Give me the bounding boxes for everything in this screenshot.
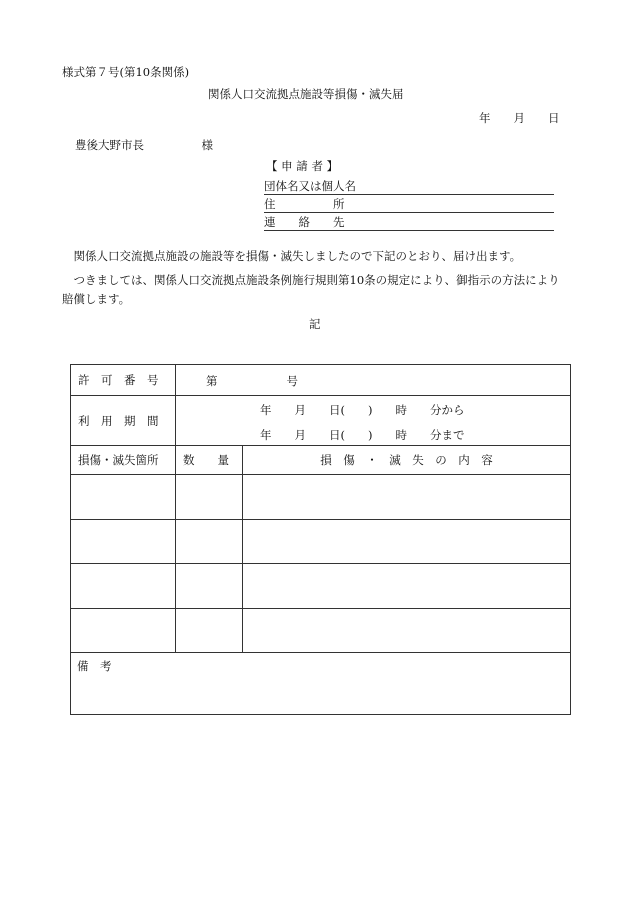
permit-number-value: 第 号 bbox=[206, 374, 298, 388]
ki-heading: 記 bbox=[309, 317, 321, 331]
column-header-quantity: 数 量 bbox=[176, 446, 243, 475]
usage-period-to: 年 月 日( ) 時 分まで bbox=[260, 428, 465, 442]
row-quantity-input[interactable] bbox=[176, 609, 243, 653]
row-location-input[interactable] bbox=[71, 564, 176, 609]
permit-number-label: 許 可 番 号 bbox=[71, 365, 176, 396]
addressee: 豊後大野市長 様 bbox=[75, 138, 213, 152]
usage-period-from: 年 月 日( ) 時 分から bbox=[260, 403, 465, 417]
applicant-address-field[interactable] bbox=[264, 196, 554, 213]
applicant-name-field[interactable] bbox=[264, 178, 554, 195]
permit-number-cell[interactable] bbox=[176, 365, 571, 396]
row-quantity-input[interactable] bbox=[176, 564, 243, 609]
row-quantity-input[interactable] bbox=[176, 475, 243, 520]
applicant-address-label: 住 所 bbox=[264, 197, 345, 211]
applicant-name-label: 団体名又は個人名 bbox=[264, 179, 356, 193]
notice-paragraph-2 bbox=[62, 271, 562, 309]
row-location-input[interactable] bbox=[71, 475, 176, 520]
applicant-contact-label: 連 絡 先 bbox=[264, 215, 345, 229]
notice-paragraph-1-text: 関係人口交流拠点施設の施設等を損傷・滅失しましたので下記のとおり、届け出ます。 bbox=[73, 249, 522, 263]
document-title: 関係人口交流拠点施設等損傷・滅失届 bbox=[208, 87, 404, 101]
column-header-details: 損 傷 ・ 滅 失 の 内 容 bbox=[243, 446, 571, 475]
row-details-input[interactable] bbox=[243, 564, 571, 609]
notice-paragraph-1 bbox=[62, 248, 521, 264]
row-details-input[interactable] bbox=[243, 609, 571, 653]
damage-report-table bbox=[70, 364, 571, 715]
table-row bbox=[71, 564, 571, 609]
submission-date: 年 月 日 bbox=[479, 111, 560, 125]
applicant-header: 【 申 請 者 】 bbox=[266, 159, 339, 173]
row-location-input[interactable] bbox=[71, 520, 176, 564]
usage-period-label: 利 用 期 間 bbox=[71, 396, 176, 446]
row-quantity-input[interactable] bbox=[176, 520, 243, 564]
remarks-label: 備 考 bbox=[77, 659, 112, 673]
applicant-contact-field[interactable] bbox=[264, 214, 554, 231]
remarks-cell[interactable] bbox=[71, 653, 571, 715]
row-details-input[interactable] bbox=[243, 475, 571, 520]
table-row bbox=[71, 520, 571, 564]
usage-period-cell[interactable] bbox=[176, 396, 571, 446]
column-header-location: 損傷・滅失箇所 bbox=[71, 446, 176, 475]
form-number: 様式第７号(第10条関係) bbox=[62, 65, 190, 79]
table-row bbox=[71, 609, 571, 653]
row-details-input[interactable] bbox=[243, 520, 571, 564]
row-location-input[interactable] bbox=[71, 609, 176, 653]
notice-paragraph-2-text: つきましては、関係人口交流拠点施設条例施行規則第10条の規定により、御指示の方法により賠償します。 bbox=[62, 273, 560, 306]
table-row bbox=[71, 475, 571, 520]
